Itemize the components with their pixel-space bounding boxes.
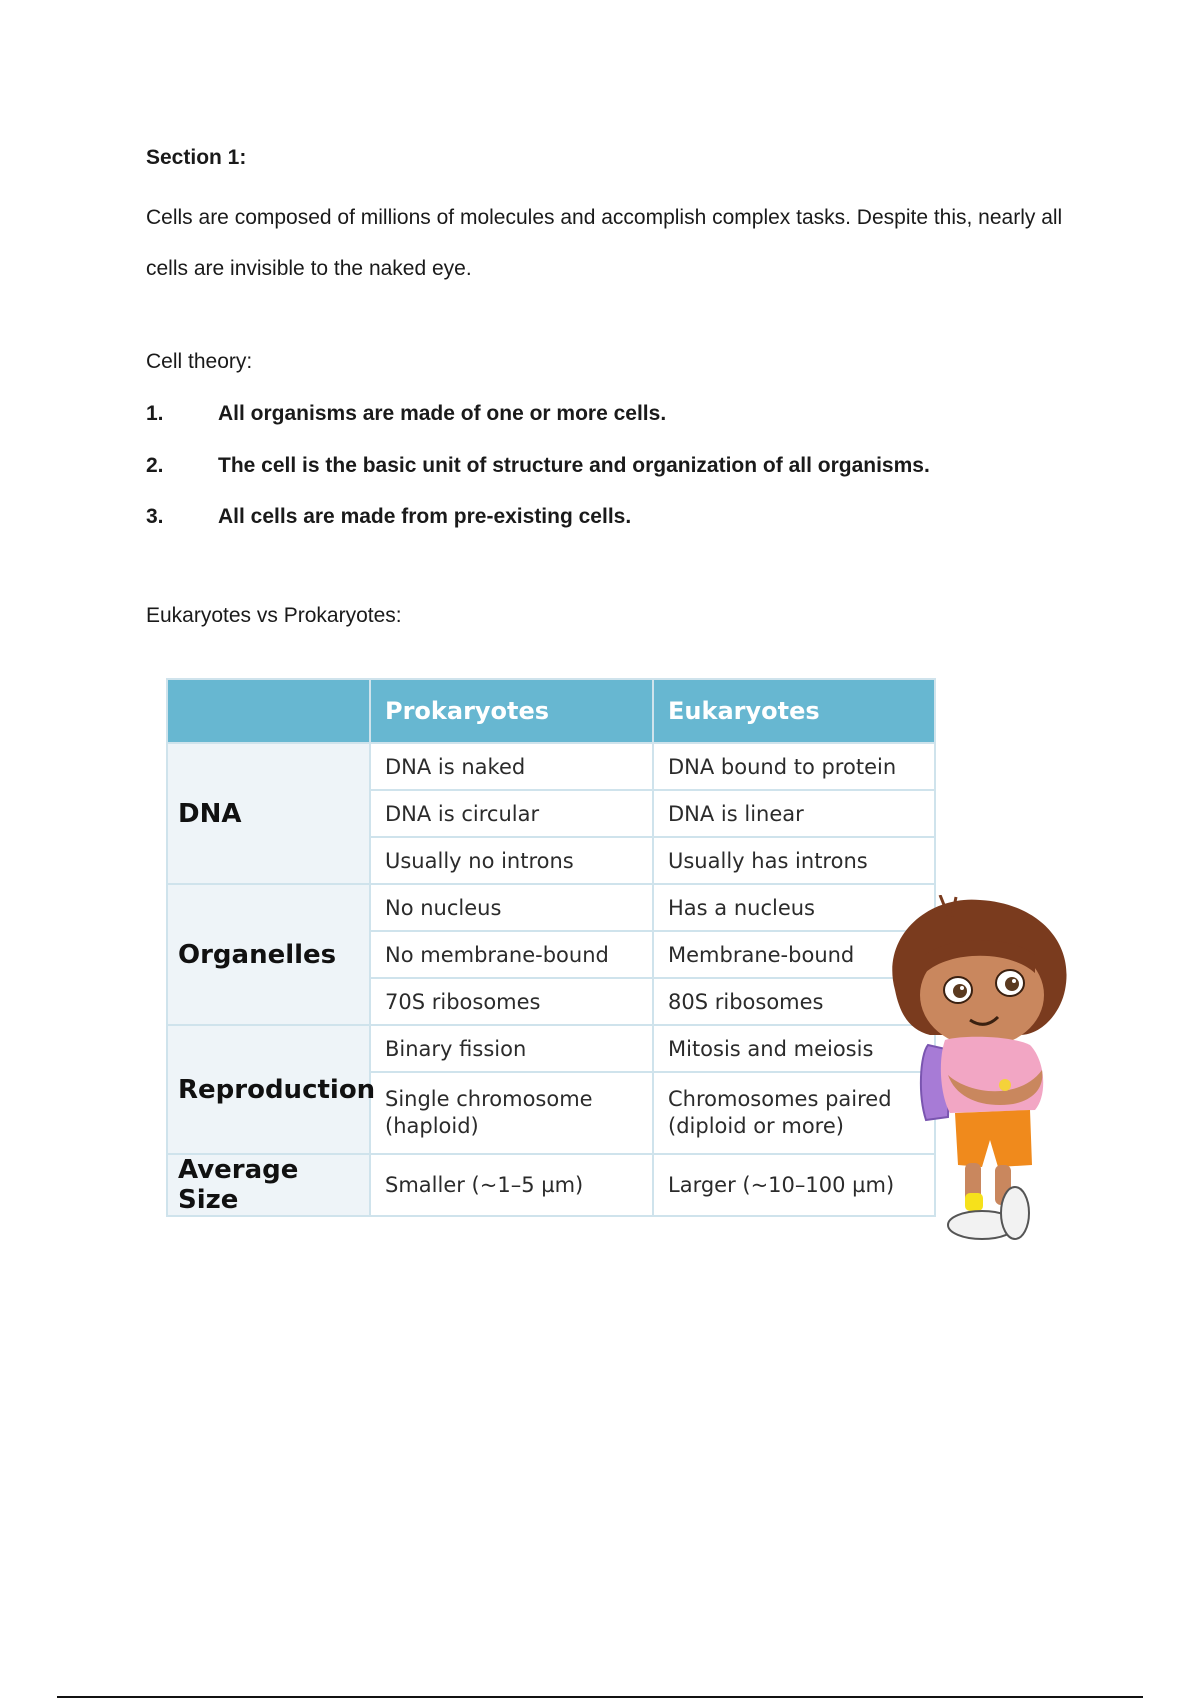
table-row (167, 884, 935, 931)
theory-item-text: The cell is the basic unit of structure and organization of all organisms. (218, 454, 930, 477)
prokaryote-cell: DNA is naked (370, 743, 653, 790)
table-header-row (167, 679, 935, 743)
eukaryote-cell: Chromosomes paired (diploid or more) (653, 1072, 935, 1154)
cell-theory-label: Cell theory: (146, 350, 253, 373)
theory-item-number: 2. (146, 454, 164, 477)
footer-rule (57, 1696, 1143, 1698)
table-row (167, 1154, 935, 1216)
prokaryote-cell: Usually no introns (370, 837, 653, 884)
header-prokaryotes: Prokaryotes (370, 679, 653, 743)
comparison-label: Eukaryotes vs Prokaryotes: (146, 604, 402, 627)
category-organelles: Organelles (167, 884, 370, 1025)
category-reproduction: Reproduction (167, 1025, 370, 1154)
header-corner (167, 679, 370, 743)
theory-item (146, 454, 930, 478)
comparison-table (166, 678, 936, 1217)
prokaryote-cell: Smaller (~1–5 µm) (370, 1154, 653, 1216)
category-average-size: Average Size (167, 1154, 370, 1216)
eukaryote-cell: Has a nucleus (653, 884, 935, 931)
prokaryote-cell: No membrane-bound (370, 931, 653, 978)
intro-paragraph: Cells are composed of millions of molecules and accomplish complex tasks. Despite this, nearly all cells are invisible to the naked eye. (146, 206, 1063, 280)
category-dna: DNA (167, 743, 370, 884)
theory-item (146, 402, 666, 426)
eukaryote-cell: Mitosis and meiosis (653, 1025, 935, 1072)
theory-item-number: 1. (146, 402, 164, 425)
theory-item-number: 3. (146, 505, 164, 528)
eukaryote-cell: Membrane-bound (653, 931, 935, 978)
theory-item-text: All organisms are made of one or more cells. (218, 402, 667, 425)
section-title: Section 1: (146, 146, 247, 169)
prokaryote-cell: Single chromosome (haploid) (370, 1072, 653, 1154)
eukaryote-cell: DNA is linear (653, 790, 935, 837)
header-eukaryotes: Eukaryotes (653, 679, 935, 743)
table-row (167, 1025, 935, 1072)
prokaryote-cell: Binary fission (370, 1025, 653, 1072)
eukaryote-cell: Larger (~10–100 µm) (653, 1154, 935, 1216)
eukaryote-cell: DNA bound to protein (653, 743, 935, 790)
theory-item-text: All cells are made from pre-existing cells. (218, 505, 632, 528)
cartoon-girl-illustration (870, 895, 1090, 1250)
theory-item (146, 505, 631, 529)
eukaryote-cell: 80S ribosomes (653, 978, 935, 1025)
prokaryote-cell: No nucleus (370, 884, 653, 931)
prokaryote-cell: 70S ribosomes (370, 978, 653, 1025)
table-row (167, 743, 935, 790)
eukaryote-cell: Usually has introns (653, 837, 935, 884)
prokaryote-cell: DNA is circular (370, 790, 653, 837)
